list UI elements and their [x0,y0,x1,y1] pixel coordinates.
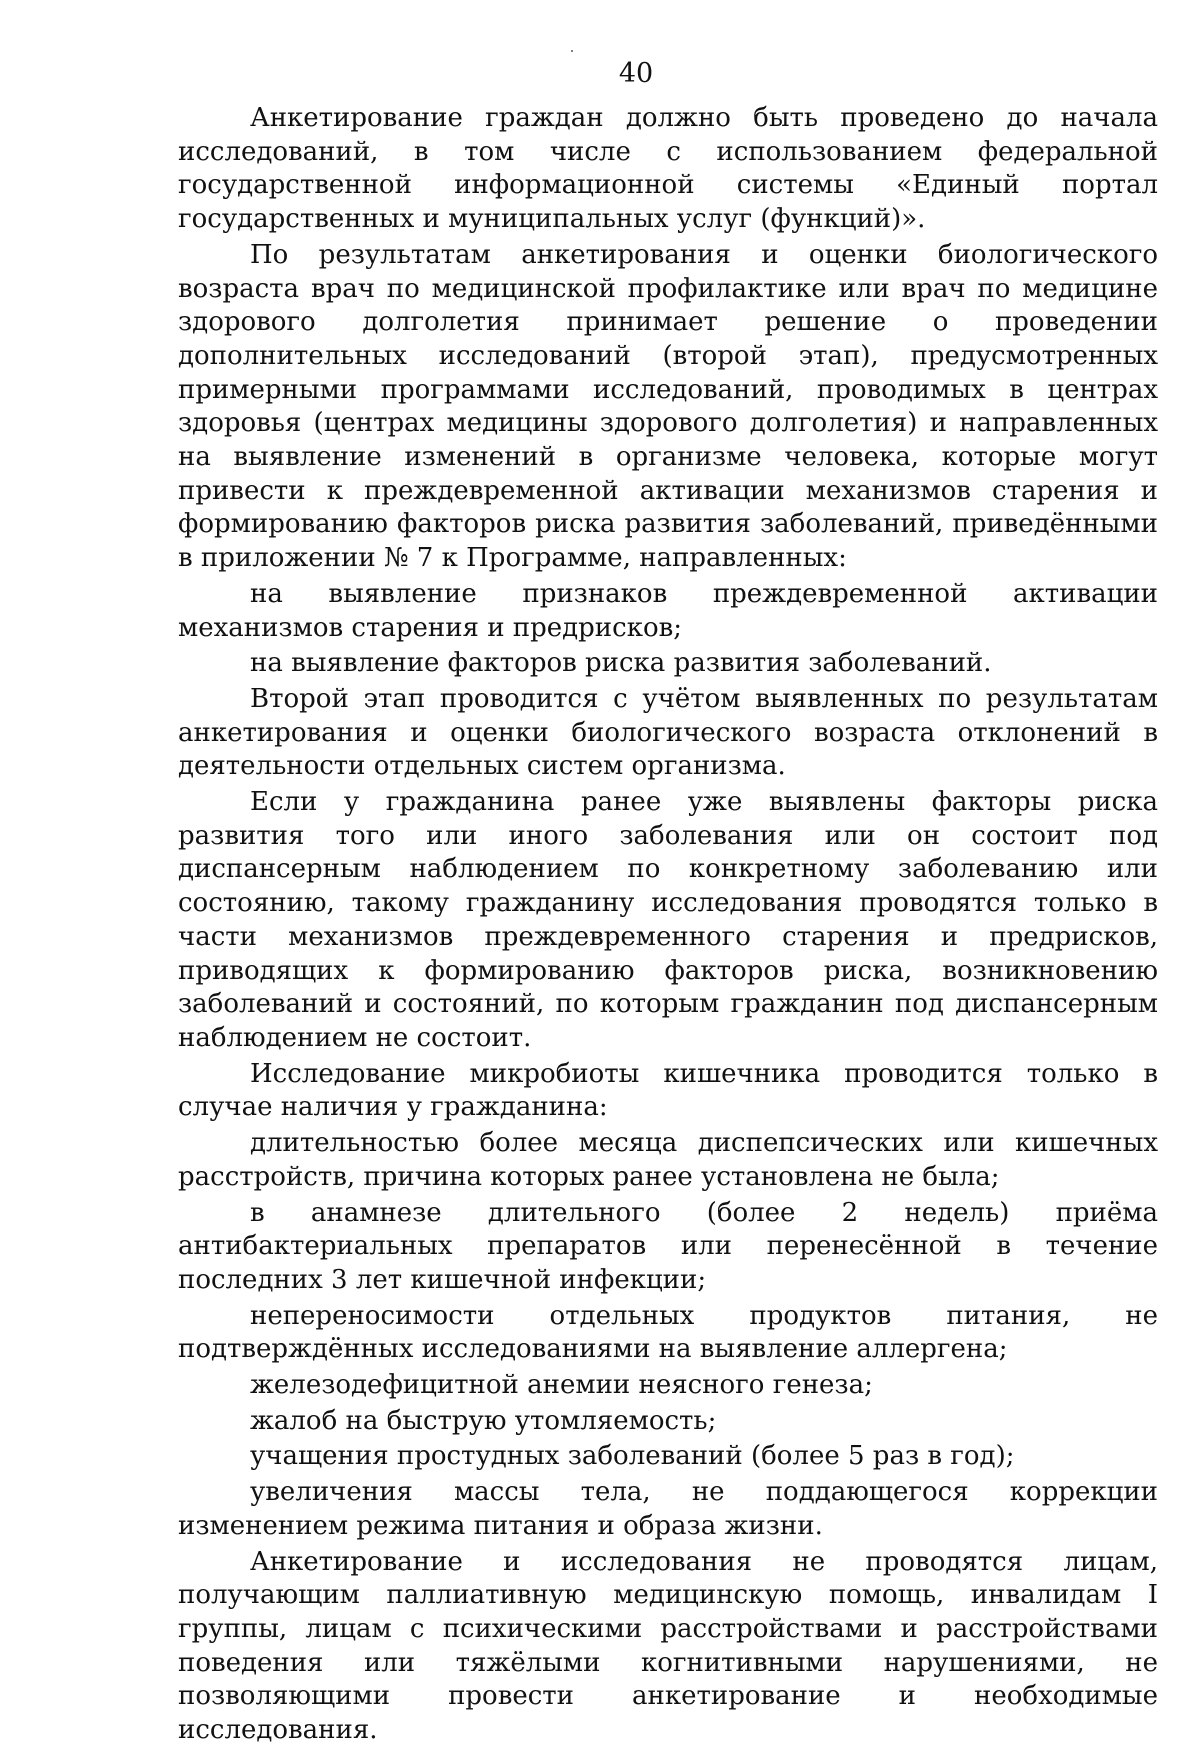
document-body [178,102,1158,1750]
paragraph: на выявление признаков преждевременной активации механизмов старения и предрисков; [178,578,1158,643]
paragraph: Если у гражданина ранее уже выявлены факторы риска развития того или иного заболевания или он состоит под диспансерным наблюдением по конкретному заболеванию или состоянию, такому гражданину исследования проводятся только в части механизмов преждевременного старения и предрисков, приводящих к формированию факторов риска, возникновению заболеваний и состояний, по которым гражданин под диспансерным наблюдением не состоит. [178,787,1158,1053]
paragraph: По результатам анкетирования и оценки биологического возраста врач по медицинской профилактике или врач по медицине здорового долголетия принимает решение о проведении дополнительных исследований (второй этап), предусмотренных примерными программами исследований, проводимых в центрах здоровья (центрах медицины здорового долголетия) и направленных на выявление изменений в организме человека, которые могут привести к преждевременной активации механизмов старения и формированию факторов риска развития заболеваний, приведёнными в приложении № 7 к Программе, направленных: [178,239,1158,574]
paragraph: жалоб на быструю утомляемость; [250,1405,717,1436]
page-number [72,58,1200,90]
paragraph: в анамнезе длительного (более 2 недель) приёма антибактериальных препаратов или перенесённой в течение последних 3 лет кишечной инфекции; [178,1197,1158,1295]
paragraph: Анкетирование и исследования не проводятся лицам, получающим паллиативную медицинскую помощь, инвалидам I группы, лицам с психическими расстройствами и расстройствами поведения или тяжёлыми когнитивными нарушениями, не позволяющими провести анкетирование и необходимые исследования. [178,1546,1158,1746]
paragraph: Исследование микробиоты кишечника проводится только в случае наличия у гражданина: [178,1058,1158,1123]
paragraph: учащения простудных заболеваний (более 5 раз в год); [250,1441,1015,1472]
paragraph: непереносимости отдельных продуктов питания, не подтверждённых исследованиями на выявление аллергена; [178,1300,1158,1365]
paragraph: увеличения массы тела, не поддающегося коррекции изменением режима питания и образа жизни. [178,1477,1158,1541]
page-number-text: 40 [618,58,654,89]
paragraph: на выявление факторов риска развития заболеваний. [250,648,992,679]
paragraph: длительностью более месяца диспепсических или кишечных расстройств, причина которых ранее установлена не была; [178,1128,1158,1192]
paragraph: Анкетирование граждан должно быть проведено до начала исследований, в том числе с использованием федеральной государственной информационной системы «Единый портал государственных и муниципальных услуг (функций)». [178,103,1158,235]
paragraph: железодефицитной анемии неясного генеза; [250,1370,873,1401]
scan-speck [571,50,573,52]
paragraph: Второй этап проводится с учётом выявленных по результатам анкетирования и оценки биологического возраста отклонений в деятельности отдельных систем организма. [178,683,1158,782]
